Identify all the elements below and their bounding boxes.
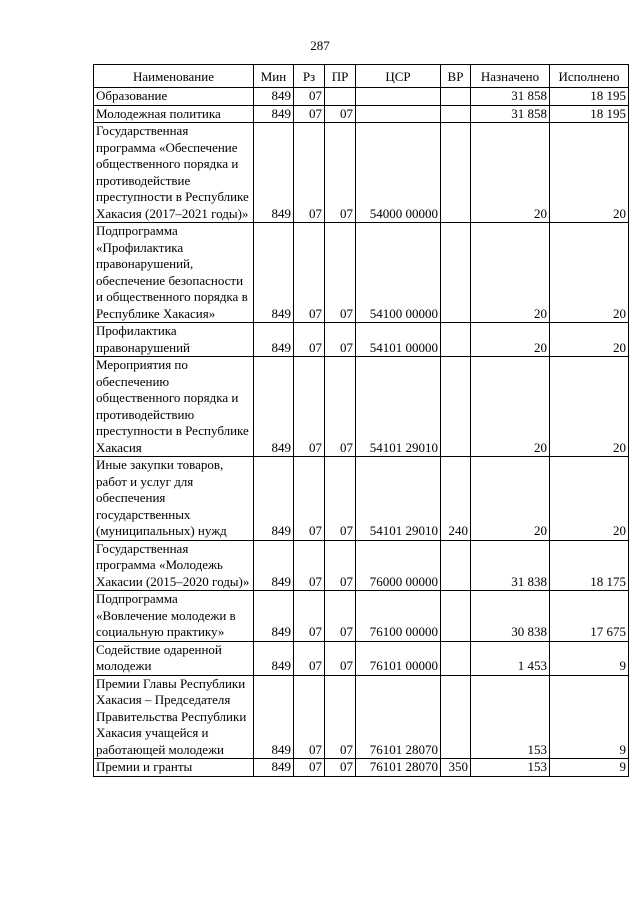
row-planned: 20 (471, 323, 550, 357)
row-pr: 07 (325, 759, 356, 777)
row-csr: 76101 28070 (356, 675, 441, 759)
row-rz: 07 (294, 540, 325, 591)
row-executed: 20 (550, 357, 629, 457)
row-rz: 07 (294, 223, 325, 323)
row-vr (441, 223, 471, 323)
row-pr: 07 (325, 123, 356, 223)
table-row (94, 591, 629, 642)
row-rz: 07 (294, 105, 325, 123)
header-vr: ВР (441, 65, 471, 88)
header-min: Мин (254, 65, 294, 88)
row-csr: 54101 29010 (356, 357, 441, 457)
row-min: 849 (254, 759, 294, 777)
row-executed: 20 (550, 323, 629, 357)
row-pr: 07 (325, 357, 356, 457)
row-pr: 07 (325, 105, 356, 123)
row-planned: 1 453 (471, 641, 550, 675)
row-name: Профилактика правонарушений (94, 323, 254, 357)
row-csr: 76101 00000 (356, 641, 441, 675)
row-rz: 07 (294, 591, 325, 642)
row-planned: 31 838 (471, 540, 550, 591)
row-csr: 54000 00000 (356, 123, 441, 223)
row-executed: 20 (550, 123, 629, 223)
header-csr: ЦСР (356, 65, 441, 88)
row-csr: 76100 00000 (356, 591, 441, 642)
row-name: Образование (94, 88, 254, 106)
row-pr: 07 (325, 591, 356, 642)
row-min: 849 (254, 357, 294, 457)
row-rz: 07 (294, 675, 325, 759)
row-name: Государственная программа «Обеспечение общественного порядка и противодействие преступности в Республике Хакасия (2017–2021 годы)» (94, 123, 254, 223)
row-vr (441, 105, 471, 123)
row-csr: 76000 00000 (356, 540, 441, 591)
row-executed: 17 675 (550, 591, 629, 642)
row-executed: 20 (550, 457, 629, 541)
row-rz: 07 (294, 457, 325, 541)
row-min: 849 (254, 641, 294, 675)
row-csr (356, 105, 441, 123)
row-vr (441, 357, 471, 457)
row-pr: 07 (325, 675, 356, 759)
row-executed: 18 195 (550, 88, 629, 106)
row-name: Мероприятия по обеспечению общественного порядка и противодействию преступности в Республике Хакасия (94, 357, 254, 457)
row-vr (441, 88, 471, 106)
row-rz: 07 (294, 641, 325, 675)
header-pr: ПР (325, 65, 356, 88)
row-name: Премии и гранты (94, 759, 254, 777)
table-row (94, 675, 629, 759)
row-min: 849 (254, 675, 294, 759)
table-row (94, 357, 629, 457)
table-header-row (94, 65, 629, 88)
row-vr: 350 (441, 759, 471, 777)
row-planned: 31 858 (471, 88, 550, 106)
row-rz: 07 (294, 759, 325, 777)
row-executed: 20 (550, 223, 629, 323)
row-executed: 18 195 (550, 105, 629, 123)
row-planned: 20 (471, 123, 550, 223)
row-planned: 153 (471, 675, 550, 759)
row-executed: 9 (550, 641, 629, 675)
table-row (94, 641, 629, 675)
row-pr: 07 (325, 540, 356, 591)
row-pr: 07 (325, 323, 356, 357)
row-vr (441, 323, 471, 357)
row-name: Государственная программа «Молодежь Хакасии (2015–2020 годы)» (94, 540, 254, 591)
row-rz: 07 (294, 88, 325, 106)
header-rz: Рз (294, 65, 325, 88)
row-min: 849 (254, 540, 294, 591)
row-name: Подпрограмма «Профилактика правонарушений, обеспечение безопасности и общественного порядка в Республике Хакасия» (94, 223, 254, 323)
row-planned: 20 (471, 357, 550, 457)
header-executed: Исполнено (550, 65, 629, 88)
page-number: 287 (310, 38, 330, 53)
row-csr (356, 88, 441, 106)
table-row (94, 759, 629, 777)
row-planned: 31 858 (471, 105, 550, 123)
row-name: Иные закупки товаров, работ и услуг для обеспечения государственных (муниципальных) нужд (94, 457, 254, 541)
row-min: 849 (254, 105, 294, 123)
table-row (94, 323, 629, 357)
row-csr: 76101 28070 (356, 759, 441, 777)
row-pr: 07 (325, 641, 356, 675)
table-row (94, 105, 629, 123)
row-name: Молодежная политика (94, 105, 254, 123)
row-vr (441, 123, 471, 223)
row-csr: 54101 00000 (356, 323, 441, 357)
row-pr: 07 (325, 223, 356, 323)
row-name: Премии Главы Республики Хакасия – Председателя Правительства Республики Хакасия учащейся и работающей молодежи (94, 675, 254, 759)
row-pr (325, 88, 356, 106)
row-planned: 30 838 (471, 591, 550, 642)
row-pr: 07 (325, 457, 356, 541)
row-executed: 9 (550, 759, 629, 777)
row-vr (441, 540, 471, 591)
row-rz: 07 (294, 357, 325, 457)
row-vr: 240 (441, 457, 471, 541)
row-name: Содействие одаренной молодежи (94, 641, 254, 675)
row-executed: 9 (550, 675, 629, 759)
table-row (94, 223, 629, 323)
row-executed: 18 175 (550, 540, 629, 591)
row-csr: 54101 29010 (356, 457, 441, 541)
table-row (94, 457, 629, 541)
row-min: 849 (254, 323, 294, 357)
row-min: 849 (254, 88, 294, 106)
header-planned: Назначено (471, 65, 550, 88)
row-csr: 54100 00000 (356, 223, 441, 323)
row-planned: 20 (471, 223, 550, 323)
header-name: Наименование (94, 65, 254, 88)
row-min: 849 (254, 591, 294, 642)
row-min: 849 (254, 123, 294, 223)
table-row (94, 540, 629, 591)
row-vr (441, 675, 471, 759)
budget-table (93, 64, 629, 777)
row-vr (441, 591, 471, 642)
table-row (94, 88, 629, 106)
row-min: 849 (254, 223, 294, 323)
row-planned: 153 (471, 759, 550, 777)
row-vr (441, 641, 471, 675)
row-name: Подпрограмма «Вовлечение молодежи в социальную практику» (94, 591, 254, 642)
row-rz: 07 (294, 123, 325, 223)
row-planned: 20 (471, 457, 550, 541)
row-rz: 07 (294, 323, 325, 357)
row-min: 849 (254, 457, 294, 541)
table-row (94, 123, 629, 223)
